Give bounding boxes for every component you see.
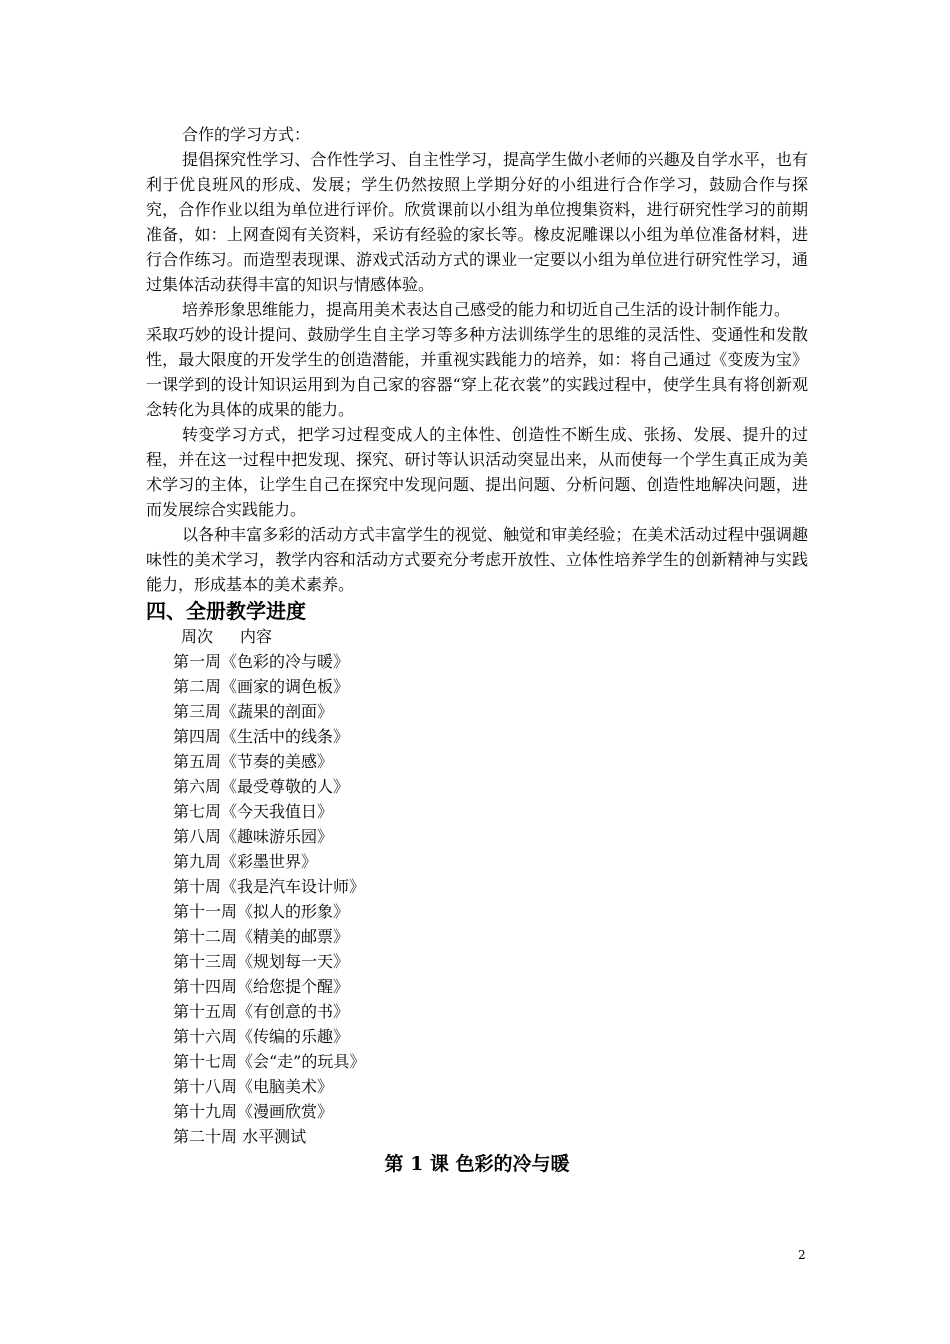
paragraph-visual-thinking: 培养形象思维能力，提高用美术表达自己感受的能力和切近自己生活的设计制作能力。 — [182, 300, 791, 319]
schedule-item: 第十一周《拟人的形象》 — [173, 902, 350, 921]
schedule-item: 第十五周《有创意的书》 — [173, 1002, 350, 1021]
page-content — [146, 122, 808, 1177]
paragraph-creative-methods: 采取巧妙的设计提问、鼓励学生自主学习等多种方法训练学生的思维的灵活性、变通性和发散性，最大限度的开发学生的创造潜能，并重视实践能力的培养，如：将自己通过《变废为宝》一课学到的设计知识运用到为自己家的容器“穿上花衣裳”的实践过程中，使学生具有将创新观念转化为具体的成果的能力。 — [146, 325, 808, 419]
schedule-item: 第十八周《电脑美术》 — [173, 1077, 334, 1096]
schedule-item: 第九周《彩墨世界》 — [173, 852, 318, 871]
schedule-item: 第三周《蔬果的剖面》 — [173, 702, 334, 721]
schedule-item: 第五周《节奏的美感》 — [173, 752, 334, 771]
schedule-item: 第十六周《传编的乐趣》 — [173, 1027, 350, 1046]
schedule-item: 第七周《今天我值日》 — [173, 802, 334, 821]
paragraph-aesthetic-experience: 以各种丰富多彩的活动方式丰富学生的视觉、触觉和审美经验；在美术活动过程中强调趣味性的美术学习，教学内容和活动方式要充分考虑开放性、立体性培养学生的创新精神与实践能力，形成基本的美术素养。 — [146, 525, 808, 594]
schedule-item: 第六周《最受尊敬的人》 — [173, 777, 350, 796]
paragraph-cooperative-learning-label: 合作的学习方式： — [182, 125, 311, 144]
paragraph-learning-transformation: 转变学习方式，把学习过程变成人的主体性、创造性不断生成、张扬、发展、提升的过程，并在这一过程中把发现、探究、研讨等认识活动突显出来，从而使每一个学生真正成为美术学习的主体，让学生自己在探究中发现问题、提出问题、分析问题、创造性地解决问题，进而发展综合实践能力。 — [146, 425, 808, 519]
schedule-item: 第十三周《规划每一天》 — [173, 952, 350, 971]
lesson-title: 第 1 课 色彩的冷与暖 — [384, 1153, 570, 1175]
schedule-item: 第十周《我是汽车设计师》 — [173, 877, 366, 896]
schedule-item: 第二周《画家的调色板》 — [173, 677, 350, 696]
schedule-item: 第十七周《会“走”的玩具》 — [173, 1052, 366, 1071]
section-heading-teaching-schedule: 四、全册教学进度 — [146, 599, 306, 623]
schedule-header-week: 周次 — [181, 627, 214, 646]
schedule-list — [146, 649, 808, 1149]
schedule-item: 第四周《生活中的线条》 — [173, 727, 350, 746]
schedule-item: 第八周《趣味游乐园》 — [173, 827, 334, 846]
schedule-item: 第二十周 水平测试 — [173, 1127, 307, 1146]
schedule-item: 第十九周《漫画欣赏》 — [173, 1102, 334, 1121]
schedule-item: 第十二周《精美的邮票》 — [173, 927, 350, 946]
paragraph-inquiry-learning: 提倡探究性学习、合作性学习、自主性学习，提高学生做小老师的兴趣及自学水平，也有利于优良班风的形成、发展；学生仍然按照上学期分好的小组进行合作学习，鼓励合作与探究，合作作业以组为单位进行评价。欣赏课前以小组为单位搜集资料，进行研究性学习的前期准备，如：上网查阅有关资料，采访有经验的家长等。橡皮泥雕课以小组为单位准备材料，进行合作练习。而造型表现课、游戏式活动方式的课业一定要以小组为单位进行研究性学习，通过集体活动获得丰富的知识与情感体验。 — [146, 150, 808, 294]
page-number: 2 — [798, 1248, 806, 1262]
schedule-header — [181, 624, 808, 649]
schedule-item: 第一周《色彩的冷与暖》 — [173, 652, 350, 671]
schedule-item: 第十四周《给您提个醒》 — [173, 977, 350, 996]
schedule-header-content: 内容 — [240, 627, 273, 646]
